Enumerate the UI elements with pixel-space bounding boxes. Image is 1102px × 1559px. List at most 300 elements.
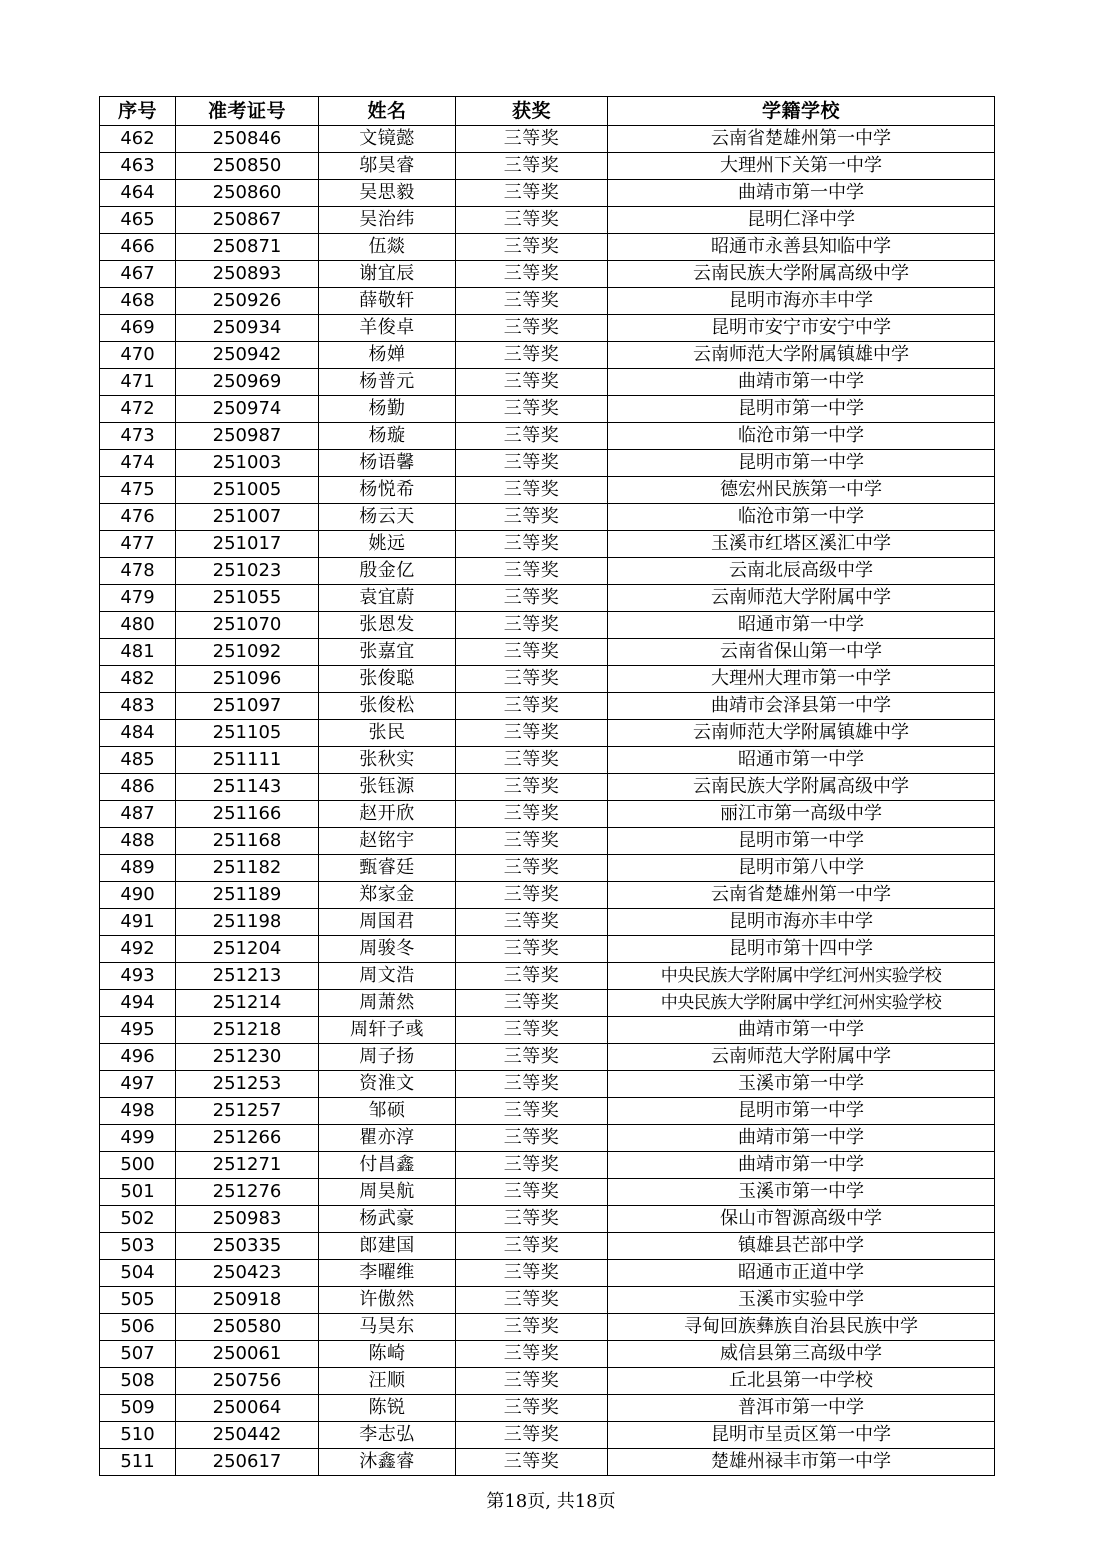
cell-name: 张俊松	[319, 693, 456, 720]
cell-ticket: 251143	[176, 774, 319, 801]
cell-ticket: 251017	[176, 531, 319, 558]
cell-name: 文镜懿	[319, 126, 456, 153]
cell-ticket: 251055	[176, 585, 319, 612]
cell-school: 楚雄州禄丰市第一中学	[608, 1449, 995, 1476]
cell-ticket: 251092	[176, 639, 319, 666]
table-row	[100, 180, 995, 207]
table-row	[100, 207, 995, 234]
table-row	[100, 1368, 995, 1395]
cell-name: 吴思毅	[319, 180, 456, 207]
cell-award: 三等奖	[456, 1314, 608, 1341]
cell-school: 保山市智源高级中学	[608, 1206, 995, 1233]
table-row	[100, 450, 995, 477]
cell-seq: 479	[100, 585, 176, 612]
table-row	[100, 234, 995, 261]
table-header	[100, 97, 995, 126]
cell-award: 三等奖	[456, 639, 608, 666]
cell-ticket: 251111	[176, 747, 319, 774]
cell-seq: 505	[100, 1287, 176, 1314]
cell-name: 杨悦希	[319, 477, 456, 504]
cell-award: 三等奖	[456, 1287, 608, 1314]
cell-name: 杨语馨	[319, 450, 456, 477]
table-row	[100, 693, 995, 720]
table-row	[100, 1017, 995, 1044]
table-row	[100, 1098, 995, 1125]
cell-award: 三等奖	[456, 315, 608, 342]
cell-ticket: 251253	[176, 1071, 319, 1098]
cell-award: 三等奖	[456, 153, 608, 180]
cell-ticket: 250423	[176, 1260, 319, 1287]
cell-ticket: 250867	[176, 207, 319, 234]
table-row	[100, 288, 995, 315]
cell-seq: 511	[100, 1449, 176, 1476]
cell-name: 郑家金	[319, 882, 456, 909]
cell-ticket: 251189	[176, 882, 319, 909]
cell-school: 临沧市第一中学	[608, 423, 995, 450]
cell-name: 陈锐	[319, 1395, 456, 1422]
cell-seq: 469	[100, 315, 176, 342]
table-row	[100, 1422, 995, 1449]
cell-award: 三等奖	[456, 234, 608, 261]
cell-seq: 488	[100, 828, 176, 855]
cell-award: 三等奖	[456, 126, 608, 153]
cell-name: 甄睿廷	[319, 855, 456, 882]
table-row	[100, 666, 995, 693]
cell-school: 云南民族大学附属高级中学	[608, 774, 995, 801]
cell-name: 陈崎	[319, 1341, 456, 1368]
cell-seq: 510	[100, 1422, 176, 1449]
cell-ticket: 251182	[176, 855, 319, 882]
cell-name: 李志弘	[319, 1422, 456, 1449]
cell-seq: 480	[100, 612, 176, 639]
cell-ticket: 250974	[176, 396, 319, 423]
cell-award: 三等奖	[456, 666, 608, 693]
cell-award: 三等奖	[456, 1044, 608, 1071]
cell-award: 三等奖	[456, 585, 608, 612]
cell-seq: 486	[100, 774, 176, 801]
table-row	[100, 720, 995, 747]
cell-name: 周骏冬	[319, 936, 456, 963]
cell-school: 昆明仁泽中学	[608, 207, 995, 234]
cell-school: 昆明市呈贡区第一中学	[608, 1422, 995, 1449]
cell-school: 昆明市第一中学	[608, 450, 995, 477]
cell-seq: 507	[100, 1341, 176, 1368]
cell-award: 三等奖	[456, 774, 608, 801]
cell-name: 瞿亦淳	[319, 1125, 456, 1152]
cell-seq: 474	[100, 450, 176, 477]
cell-award: 三等奖	[456, 801, 608, 828]
table-row	[100, 747, 995, 774]
cell-ticket: 251166	[176, 801, 319, 828]
table-row	[100, 1125, 995, 1152]
cell-ticket: 250942	[176, 342, 319, 369]
table-row	[100, 963, 995, 990]
cell-school: 昆明市海亦丰中学	[608, 288, 995, 315]
cell-school: 云南省楚雄州第一中学	[608, 882, 995, 909]
cell-award: 三等奖	[456, 1179, 608, 1206]
table-row	[100, 774, 995, 801]
cell-name: 赵铭宇	[319, 828, 456, 855]
cell-school: 丘北县第一中学校	[608, 1368, 995, 1395]
cell-name: 杨璇	[319, 423, 456, 450]
cell-name: 周轩子彧	[319, 1017, 456, 1044]
cell-school: 昆明市第八中学	[608, 855, 995, 882]
table-row	[100, 1260, 995, 1287]
cell-award: 三等奖	[456, 261, 608, 288]
cell-seq: 497	[100, 1071, 176, 1098]
cell-school: 云南师范大学附属中学	[608, 585, 995, 612]
cell-ticket: 251003	[176, 450, 319, 477]
table-row	[100, 1314, 995, 1341]
cell-seq: 484	[100, 720, 176, 747]
cell-ticket: 250061	[176, 1341, 319, 1368]
cell-award: 三等奖	[456, 963, 608, 990]
cell-award: 三等奖	[456, 1071, 608, 1098]
cell-seq: 478	[100, 558, 176, 585]
table-row	[100, 1233, 995, 1260]
cell-ticket: 250893	[176, 261, 319, 288]
cell-award: 三等奖	[456, 477, 608, 504]
cell-award: 三等奖	[456, 423, 608, 450]
cell-school: 大理州下关第一中学	[608, 153, 995, 180]
cell-award: 三等奖	[456, 1233, 608, 1260]
award-table	[99, 96, 995, 1476]
cell-seq: 465	[100, 207, 176, 234]
cell-award: 三等奖	[456, 1017, 608, 1044]
table-row	[100, 1152, 995, 1179]
cell-seq: 487	[100, 801, 176, 828]
cell-seq: 477	[100, 531, 176, 558]
cell-award: 三等奖	[456, 558, 608, 585]
cell-ticket: 250926	[176, 288, 319, 315]
table-body	[100, 126, 995, 1476]
cell-name: 李曜维	[319, 1260, 456, 1287]
cell-name: 杨云天	[319, 504, 456, 531]
cell-ticket: 251276	[176, 1179, 319, 1206]
cell-name: 邬昊睿	[319, 153, 456, 180]
cell-seq: 509	[100, 1395, 176, 1422]
cell-seq: 491	[100, 909, 176, 936]
cell-name: 谢宜辰	[319, 261, 456, 288]
table-row	[100, 855, 995, 882]
cell-school: 普洱市第一中学	[608, 1395, 995, 1422]
cell-seq: 504	[100, 1260, 176, 1287]
cell-school: 曲靖市第一中学	[608, 1152, 995, 1179]
cell-ticket: 250918	[176, 1287, 319, 1314]
cell-seq: 463	[100, 153, 176, 180]
table-row	[100, 612, 995, 639]
cell-award: 三等奖	[456, 450, 608, 477]
cell-seq: 495	[100, 1017, 176, 1044]
table-row	[100, 342, 995, 369]
cell-seq: 492	[100, 936, 176, 963]
award-table-container	[99, 96, 994, 1476]
cell-award: 三等奖	[456, 504, 608, 531]
cell-ticket: 251168	[176, 828, 319, 855]
table-row	[100, 639, 995, 666]
table-row	[100, 1341, 995, 1368]
cell-name: 张钰源	[319, 774, 456, 801]
cell-school: 曲靖市第一中学	[608, 180, 995, 207]
cell-school: 昆明市第一中学	[608, 828, 995, 855]
cell-seq: 476	[100, 504, 176, 531]
cell-name: 殷金亿	[319, 558, 456, 585]
cell-name: 张民	[319, 720, 456, 747]
cell-seq: 485	[100, 747, 176, 774]
cell-school: 玉溪市第一中学	[608, 1071, 995, 1098]
cell-award: 三等奖	[456, 342, 608, 369]
cell-school: 德宏州民族第一中学	[608, 477, 995, 504]
cell-seq: 506	[100, 1314, 176, 1341]
cell-school: 玉溪市实验中学	[608, 1287, 995, 1314]
table-row	[100, 828, 995, 855]
cell-seq: 490	[100, 882, 176, 909]
cell-seq: 464	[100, 180, 176, 207]
table-row	[100, 801, 995, 828]
cell-ticket: 250064	[176, 1395, 319, 1422]
cell-award: 三等奖	[456, 1368, 608, 1395]
cell-seq: 489	[100, 855, 176, 882]
cell-seq: 503	[100, 1233, 176, 1260]
cell-ticket: 250335	[176, 1233, 319, 1260]
cell-seq: 473	[100, 423, 176, 450]
cell-name: 邹硕	[319, 1098, 456, 1125]
cell-award: 三等奖	[456, 1260, 608, 1287]
cell-seq: 499	[100, 1125, 176, 1152]
cell-seq: 502	[100, 1206, 176, 1233]
cell-school: 云南师范大学附属镇雄中学	[608, 342, 995, 369]
cell-award: 三等奖	[456, 1152, 608, 1179]
cell-seq: 498	[100, 1098, 176, 1125]
cell-name: 赵开欣	[319, 801, 456, 828]
cell-name: 付昌鑫	[319, 1152, 456, 1179]
cell-seq: 508	[100, 1368, 176, 1395]
table-row	[100, 990, 995, 1017]
table-header-row	[100, 97, 995, 126]
cell-school: 镇雄县芒部中学	[608, 1233, 995, 1260]
cell-award: 三等奖	[456, 1395, 608, 1422]
cell-ticket: 250871	[176, 234, 319, 261]
cell-name: 周子扬	[319, 1044, 456, 1071]
cell-school: 曲靖市会泽县第一中学	[608, 693, 995, 720]
cell-ticket: 251218	[176, 1017, 319, 1044]
column-header-school: 学籍学校	[608, 97, 995, 126]
cell-ticket: 251213	[176, 963, 319, 990]
cell-name: 资淮文	[319, 1071, 456, 1098]
cell-ticket: 251214	[176, 990, 319, 1017]
cell-name: 张俊聪	[319, 666, 456, 693]
cell-award: 三等奖	[456, 1341, 608, 1368]
cell-ticket: 251105	[176, 720, 319, 747]
cell-name: 羊俊卓	[319, 315, 456, 342]
table-row	[100, 1287, 995, 1314]
cell-name: 汪顺	[319, 1368, 456, 1395]
cell-ticket: 251271	[176, 1152, 319, 1179]
cell-name: 伍燚	[319, 234, 456, 261]
table-row	[100, 261, 995, 288]
cell-seq: 500	[100, 1152, 176, 1179]
cell-ticket: 251266	[176, 1125, 319, 1152]
cell-name: 张秋实	[319, 747, 456, 774]
cell-name: 杨普元	[319, 369, 456, 396]
table-row	[100, 504, 995, 531]
cell-seq: 467	[100, 261, 176, 288]
cell-seq: 472	[100, 396, 176, 423]
cell-ticket: 250580	[176, 1314, 319, 1341]
cell-ticket: 251198	[176, 909, 319, 936]
cell-award: 三等奖	[456, 1098, 608, 1125]
cell-award: 三等奖	[456, 990, 608, 1017]
cell-name: 周昊航	[319, 1179, 456, 1206]
table-row	[100, 1071, 995, 1098]
cell-award: 三等奖	[456, 531, 608, 558]
cell-school: 昆明市第一中学	[608, 396, 995, 423]
cell-seq: 493	[100, 963, 176, 990]
cell-award: 三等奖	[456, 882, 608, 909]
table-row	[100, 936, 995, 963]
table-row	[100, 153, 995, 180]
cell-name: 吴治纬	[319, 207, 456, 234]
table-row	[100, 315, 995, 342]
table-row	[100, 1179, 995, 1206]
cell-ticket: 250987	[176, 423, 319, 450]
cell-award: 三等奖	[456, 369, 608, 396]
table-row	[100, 558, 995, 585]
cell-name: 杨武豪	[319, 1206, 456, 1233]
cell-school: 云南省楚雄州第一中学	[608, 126, 995, 153]
cell-ticket: 250846	[176, 126, 319, 153]
cell-school: 玉溪市红塔区溪汇中学	[608, 531, 995, 558]
cell-name: 薛敬轩	[319, 288, 456, 315]
cell-award: 三等奖	[456, 288, 608, 315]
cell-ticket: 250983	[176, 1206, 319, 1233]
cell-ticket: 251023	[176, 558, 319, 585]
cell-seq: 475	[100, 477, 176, 504]
cell-name: 杨婵	[319, 342, 456, 369]
cell-name: 沐鑫睿	[319, 1449, 456, 1476]
cell-ticket: 250756	[176, 1368, 319, 1395]
table-row	[100, 585, 995, 612]
cell-award: 三等奖	[456, 828, 608, 855]
table-row	[100, 396, 995, 423]
cell-school: 临沧市第一中学	[608, 504, 995, 531]
cell-award: 三等奖	[456, 855, 608, 882]
cell-seq: 496	[100, 1044, 176, 1071]
cell-seq: 470	[100, 342, 176, 369]
cell-seq: 462	[100, 126, 176, 153]
cell-seq: 471	[100, 369, 176, 396]
cell-award: 三等奖	[456, 396, 608, 423]
cell-school: 云南民族大学附属高级中学	[608, 261, 995, 288]
cell-ticket: 251070	[176, 612, 319, 639]
cell-seq: 468	[100, 288, 176, 315]
column-header-name: 姓名	[319, 97, 456, 126]
cell-ticket: 251005	[176, 477, 319, 504]
cell-seq: 483	[100, 693, 176, 720]
cell-ticket: 250617	[176, 1449, 319, 1476]
cell-school: 云南师范大学附属中学	[608, 1044, 995, 1071]
cell-name: 张恩发	[319, 612, 456, 639]
cell-award: 三等奖	[456, 909, 608, 936]
table-row	[100, 423, 995, 450]
cell-school: 中央民族大学附属中学红河州实验学校	[608, 990, 995, 1017]
column-header-award: 获奖	[456, 97, 608, 126]
cell-school: 大理州大理市第一中学	[608, 666, 995, 693]
cell-school: 昭通市正道中学	[608, 1260, 995, 1287]
cell-school: 昆明市海亦丰中学	[608, 909, 995, 936]
cell-ticket: 251007	[176, 504, 319, 531]
cell-award: 三等奖	[456, 720, 608, 747]
cell-award: 三等奖	[456, 1206, 608, 1233]
cell-school: 玉溪市第一中学	[608, 1179, 995, 1206]
cell-school: 云南北辰高级中学	[608, 558, 995, 585]
cell-name: 周萧然	[319, 990, 456, 1017]
cell-name: 袁宜蔚	[319, 585, 456, 612]
cell-seq: 481	[100, 639, 176, 666]
cell-name: 马昊东	[319, 1314, 456, 1341]
table-row	[100, 1206, 995, 1233]
cell-seq: 494	[100, 990, 176, 1017]
cell-school: 曲靖市第一中学	[608, 369, 995, 396]
cell-name: 郎建国	[319, 1233, 456, 1260]
cell-ticket: 250850	[176, 153, 319, 180]
cell-award: 三等奖	[456, 612, 608, 639]
cell-school: 丽江市第一高级中学	[608, 801, 995, 828]
cell-school: 云南省保山第一中学	[608, 639, 995, 666]
cell-school: 昆明市安宁市安宁中学	[608, 315, 995, 342]
cell-school: 昭通市第一中学	[608, 612, 995, 639]
table-row	[100, 477, 995, 504]
table-row	[100, 1395, 995, 1422]
cell-award: 三等奖	[456, 1449, 608, 1476]
cell-award: 三等奖	[456, 693, 608, 720]
cell-name: 杨勤	[319, 396, 456, 423]
cell-ticket: 250934	[176, 315, 319, 342]
cell-ticket: 250442	[176, 1422, 319, 1449]
cell-award: 三等奖	[456, 180, 608, 207]
cell-name: 张嘉宜	[319, 639, 456, 666]
column-header-seq: 序号	[100, 97, 176, 126]
cell-award: 三等奖	[456, 1125, 608, 1152]
cell-ticket: 250860	[176, 180, 319, 207]
cell-ticket: 251230	[176, 1044, 319, 1071]
cell-name: 周国君	[319, 909, 456, 936]
cell-school: 昆明市第十四中学	[608, 936, 995, 963]
cell-seq: 482	[100, 666, 176, 693]
table-row	[100, 909, 995, 936]
cell-school: 中央民族大学附属中学红河州实验学校	[608, 963, 995, 990]
cell-school: 昭通市第一中学	[608, 747, 995, 774]
cell-award: 三等奖	[456, 747, 608, 774]
cell-school: 曲靖市第一中学	[608, 1125, 995, 1152]
cell-ticket: 251204	[176, 936, 319, 963]
cell-school: 威信县第三高级中学	[608, 1341, 995, 1368]
cell-school: 昆明市第一中学	[608, 1098, 995, 1125]
cell-ticket: 251096	[176, 666, 319, 693]
table-row	[100, 1044, 995, 1071]
cell-ticket: 251097	[176, 693, 319, 720]
cell-school: 曲靖市第一中学	[608, 1017, 995, 1044]
cell-school: 寻甸回族彝族自治县民族中学	[608, 1314, 995, 1341]
cell-award: 三等奖	[456, 1422, 608, 1449]
cell-seq: 501	[100, 1179, 176, 1206]
table-row	[100, 882, 995, 909]
cell-ticket: 251257	[176, 1098, 319, 1125]
cell-name: 周文浩	[319, 963, 456, 990]
cell-award: 三等奖	[456, 207, 608, 234]
cell-award: 三等奖	[456, 936, 608, 963]
cell-school: 云南师范大学附属镇雄中学	[608, 720, 995, 747]
